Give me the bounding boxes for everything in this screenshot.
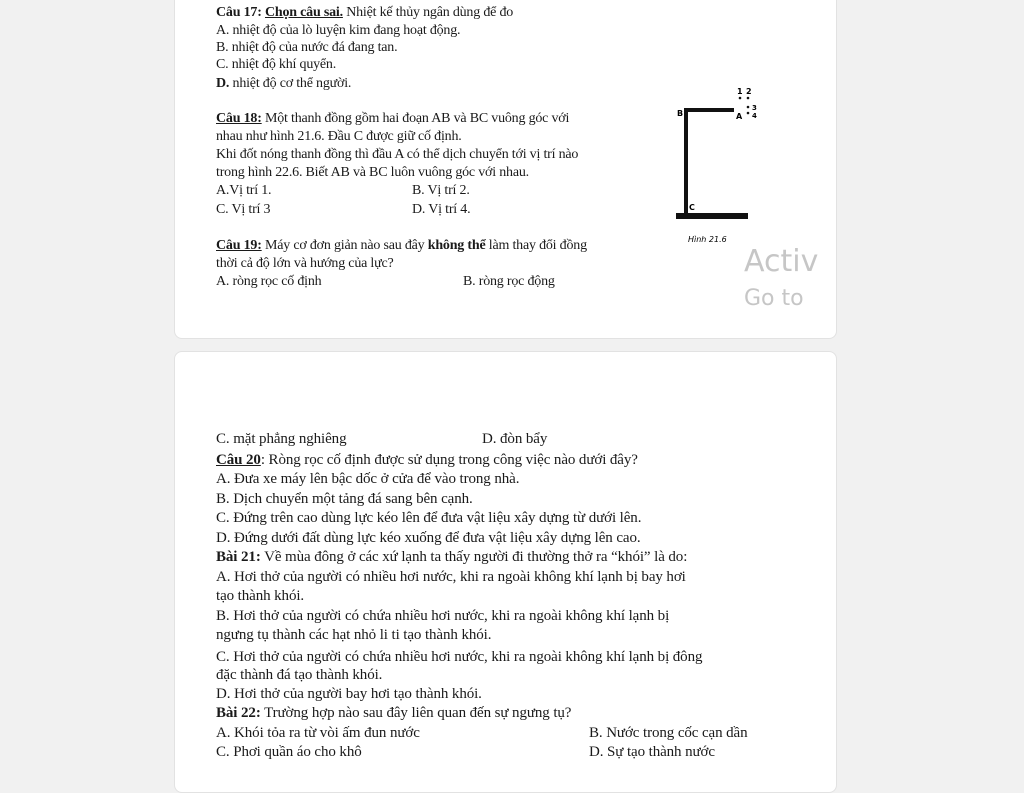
q17-option-b: B. nhiệt độ của nước đá đang tan. bbox=[216, 40, 398, 55]
q17-option-d bbox=[216, 76, 351, 92]
q21-stem bbox=[216, 549, 687, 565]
q20-option-d: D. Đứng dưới đất dùng lực kéo xuống để đưa vật liệu xây dựng lên cao. bbox=[216, 530, 641, 546]
q18-option-a: A.Vị trí 1. bbox=[216, 183, 272, 198]
q22-stem-text: Trường hợp nào sau đây liên quan đến sự ngưng tụ? bbox=[260, 705, 572, 721]
figure-point-2 bbox=[747, 97, 750, 100]
q22-options-row2 bbox=[216, 744, 715, 760]
q22-head: Bài 22: bbox=[216, 705, 261, 721]
q18-line3: Khi đốt nóng thanh đồng thì đầu A có thể dịch chuyển tới vị trí nào bbox=[216, 147, 579, 162]
q18-line2: nhau như hình 21.6. Đầu C được giữ cố định. bbox=[216, 129, 462, 144]
q22-option-c: C. Phơi quần áo cho khô bbox=[216, 744, 362, 760]
q17-stem-text: Nhiệt kế thủy ngân dùng để đo bbox=[342, 5, 514, 20]
q18-option-b: B. Vị trí 2. bbox=[412, 183, 470, 198]
q19-options-row1 bbox=[216, 274, 555, 290]
q19-stem-a: Máy cơ đơn giản nào sau đây bbox=[261, 238, 428, 253]
figure-pos-3: 3 bbox=[752, 104, 757, 112]
figure-pos-4: 4 bbox=[752, 112, 757, 120]
q18-line4: trong hình 22.6. Biết AB và BC luôn vuông góc với nhau. bbox=[216, 165, 529, 180]
activate-windows-watermark-sub: Go to bbox=[744, 286, 804, 311]
q21-option-b-line1: B. Hơi thở của người có chứa nhiều hơi nước, khi ra ngoài không khí lạnh bị bbox=[216, 608, 670, 624]
q21-option-b-line2: ngưng tụ thành các hạt nhỏ li ti tạo thành khói. bbox=[216, 627, 492, 643]
q21-option-d: D. Hơi thở của người bay hơi tạo thành khói. bbox=[216, 686, 482, 702]
q20-stem-text: : Ròng rọc cố định được sử dụng trong công việc nào dưới đây? bbox=[260, 452, 638, 468]
q17-option-d-text: nhiệt độ cơ thể người. bbox=[229, 76, 352, 91]
q21-option-c-line1: C. Hơi thở của người có chứa nhiều hơi nước, khi ra ngoài không khí lạnh bị đông bbox=[216, 649, 703, 665]
figure-pos-2: 2 bbox=[746, 87, 752, 96]
q22-option-d: D. Sự tạo thành nước bbox=[589, 744, 715, 760]
q22-stem bbox=[216, 705, 571, 721]
q20-stem bbox=[216, 452, 638, 468]
q18-option-d: D. Vị trí 4. bbox=[412, 202, 471, 217]
q19-options-row2 bbox=[216, 431, 548, 447]
q19-line1 bbox=[216, 238, 587, 254]
q19-option-c: C. mặt phẳng nghiêng bbox=[216, 431, 347, 447]
q22-option-a: A. Khói tỏa ra từ vòi ấm đun nước bbox=[216, 725, 420, 741]
q17-option-c: C. nhiệt độ khí quyển. bbox=[216, 57, 337, 72]
q21-option-a-line1: A. Hơi thở của người có nhiều hơi nước, khi ra ngoài không khí lạnh bị bay hơi bbox=[216, 569, 686, 585]
q21-head: Bài 21: bbox=[216, 549, 261, 565]
figure-label-b: B bbox=[677, 109, 684, 118]
figure-point-1 bbox=[739, 97, 742, 100]
q18-option-c: C. Vị trí 3 bbox=[216, 202, 271, 217]
q18-options-row1 bbox=[216, 183, 470, 199]
figure-bar-bc bbox=[684, 108, 688, 213]
q22-options-row1 bbox=[216, 725, 748, 741]
q19-stem-b: làm thay đổi đồng bbox=[485, 238, 587, 253]
q20-head: Câu 20 bbox=[216, 452, 261, 468]
q19-line2: thời cả độ lớn và hướng của lực? bbox=[216, 256, 394, 271]
q18-options-row2 bbox=[216, 202, 471, 218]
q21-option-a-line2: tạo thành khói. bbox=[216, 588, 305, 604]
q18-line1 bbox=[216, 111, 569, 127]
q20-option-b: B. Dịch chuyển một tảng đá sang bên cạnh. bbox=[216, 491, 473, 507]
q18-line1-text: Một thanh đồng gồm hai đoạn AB và BC vuông góc với bbox=[261, 111, 570, 126]
q21-option-c-line2: đặc thành đá tạo thành khói. bbox=[216, 667, 383, 683]
q17-option-d-letter: D. bbox=[216, 76, 230, 91]
q19-head: Câu 19: bbox=[216, 238, 262, 253]
figure-pos-1: 1 bbox=[737, 87, 743, 96]
figure-point-3 bbox=[747, 106, 750, 109]
figure-point-4 bbox=[747, 112, 750, 115]
q20-option-c: C. Đứng trên cao dùng lực kéo lên để đưa vật liệu xây dựng từ dưới lên. bbox=[216, 510, 642, 526]
q20-option-a: A. Đưa xe máy lên bậc dốc ở cửa để vào trong nhà. bbox=[216, 471, 520, 487]
q21-stem-text: Về mùa đông ở các xứ lạnh ta thấy người đi thường thở ra “khói” là do: bbox=[260, 549, 688, 565]
q17-title: Chọn câu sai. bbox=[264, 5, 343, 20]
q19-option-a: A. ròng rọc cố định bbox=[216, 274, 322, 289]
figure-base bbox=[676, 213, 748, 219]
figure-label-a: A bbox=[736, 112, 743, 121]
q17-head: Câu 17: bbox=[216, 5, 262, 20]
q17-stem bbox=[216, 5, 513, 21]
q19-stem-bold: không thể bbox=[427, 238, 486, 253]
figure-21-6 bbox=[668, 80, 778, 250]
q22-option-b: B. Nước trong cốc cạn dần bbox=[589, 725, 748, 741]
q18-head: Câu 18: bbox=[216, 111, 262, 126]
q19-option-d: D. đòn bẩy bbox=[482, 431, 548, 447]
figure-bar-ab bbox=[684, 108, 734, 112]
figure-label-c: C bbox=[689, 203, 695, 212]
q17-option-a: A. nhiệt độ của lò luyện kim đang hoạt động. bbox=[216, 23, 461, 38]
figure-caption: Hình 21.6 bbox=[688, 235, 727, 244]
activate-windows-watermark: Activ bbox=[744, 244, 819, 279]
q19-option-b: B. ròng rọc động bbox=[463, 274, 555, 289]
